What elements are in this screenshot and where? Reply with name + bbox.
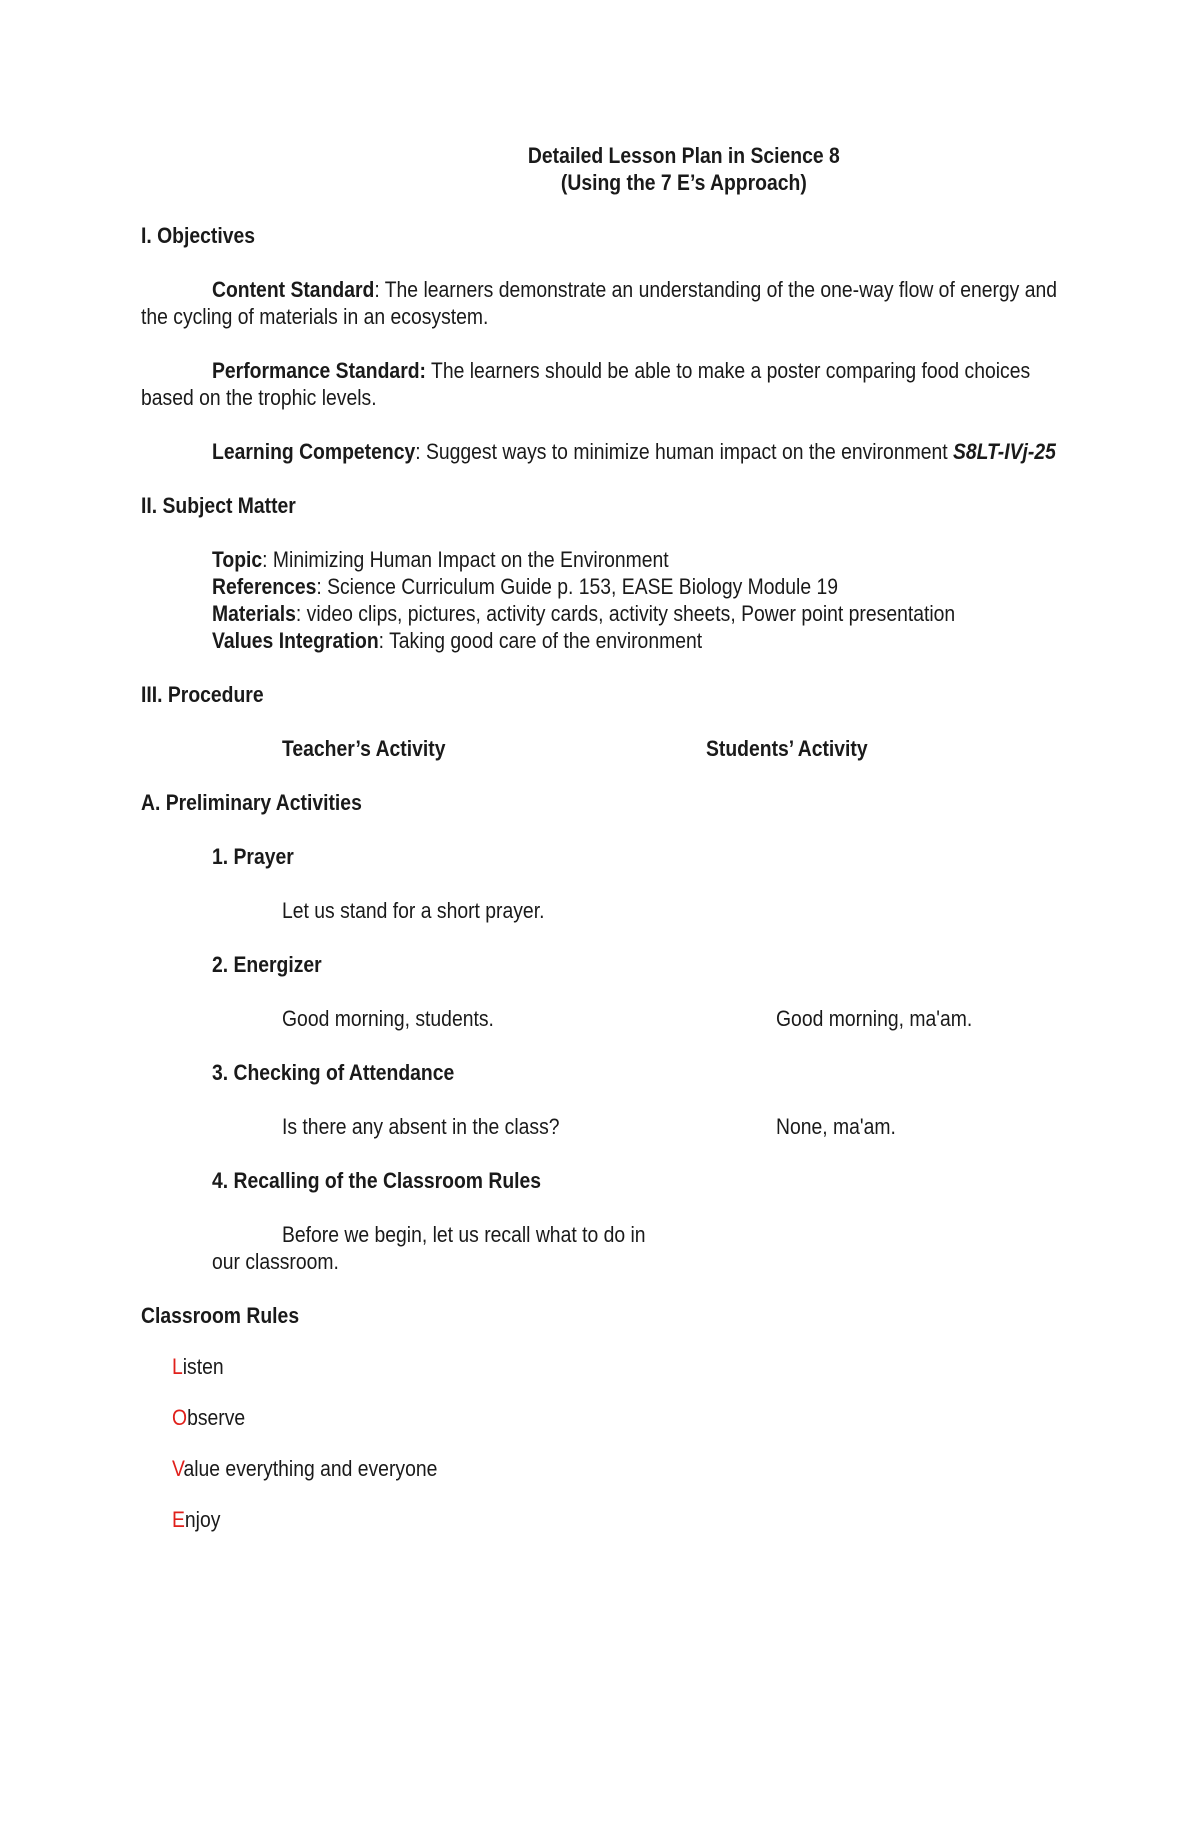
procedure-heading: III. Procedure xyxy=(141,682,264,707)
values-line xyxy=(212,627,702,654)
rule-value xyxy=(172,1455,437,1482)
objectives-heading: I. Objectives xyxy=(141,223,256,248)
rule-initial: E xyxy=(172,1507,185,1532)
rule-text: isten xyxy=(182,1354,224,1379)
rule-text: njoy xyxy=(184,1507,221,1532)
learning-competency-text: : Suggest ways to minimize human impact on the environment xyxy=(415,439,953,464)
topic-text: : Minimizing Human Impact on the Environment xyxy=(262,547,669,572)
prayer-heading: 1. Prayer xyxy=(212,844,294,869)
subject-matter-heading: II. Subject Matter xyxy=(141,493,296,518)
rule-listen xyxy=(172,1353,224,1380)
competency-code: S8LT-IVj-25 xyxy=(952,439,1056,464)
rule-text: bserve xyxy=(187,1405,246,1430)
attendance-teacher: Is there any absent in the class? xyxy=(282,1114,560,1139)
content-standard-label: Content Standard xyxy=(212,277,375,302)
learning-competency xyxy=(212,438,1056,465)
materials-line xyxy=(212,600,955,627)
references-line xyxy=(212,573,838,600)
document-title: Detailed Lesson Plan in Science 8 xyxy=(527,143,840,168)
rule-text: alue everything and everyone xyxy=(183,1456,438,1481)
classroom-rules-heading: Classroom Rules xyxy=(141,1303,300,1328)
rules-recall-line2: our classroom. xyxy=(212,1249,339,1274)
values-label: Values Integration xyxy=(212,628,379,653)
references-label: References xyxy=(212,574,317,599)
rule-initial: O xyxy=(172,1405,188,1430)
rule-initial: L xyxy=(172,1354,183,1379)
topic-line xyxy=(212,546,669,573)
performance-standard-text: The learners should be able to make a poster comparing food choices xyxy=(425,358,1031,383)
rule-enjoy xyxy=(172,1506,220,1533)
topic-label: Topic xyxy=(212,547,263,572)
energizer-student: Good morning, ma'am. xyxy=(776,1006,973,1031)
content-standard xyxy=(212,276,1057,303)
preliminary-heading: A. Preliminary Activities xyxy=(141,790,362,815)
learning-competency-label: Learning Competency xyxy=(212,439,416,464)
attendance-heading: 3. Checking of Attendance xyxy=(212,1060,455,1085)
energizer-heading: 2. Energizer xyxy=(212,952,322,977)
teacher-activity-header: Teacher’s Activity xyxy=(282,736,446,761)
performance-standard-label: Performance Standard: xyxy=(212,358,426,383)
student-activity-header: Students’ Activity xyxy=(706,736,868,761)
materials-label: Materials xyxy=(212,601,296,626)
rule-initial: V xyxy=(172,1456,184,1481)
materials-text: : video clips, pictures, activity cards, activity sheets, Power point presentation xyxy=(295,601,956,626)
performance-standard-line2: based on the trophic levels. xyxy=(141,385,377,410)
document-subtitle: (Using the 7 E’s Approach) xyxy=(560,170,807,195)
attendance-student: None, ma'am. xyxy=(776,1114,896,1139)
references-text: : Science Curriculum Guide p. 153, EASE Biology Module 19 xyxy=(316,574,838,599)
values-text: : Taking good care of the environment xyxy=(378,628,703,653)
content-standard-text: : The learners demonstrate an understanding of the one-way flow of energy and xyxy=(374,277,1058,302)
energizer-teacher: Good morning, students. xyxy=(282,1006,494,1031)
rule-observe xyxy=(172,1404,245,1431)
performance-standard xyxy=(212,357,1030,384)
rules-recall-heading: 4. Recalling of the Classroom Rules xyxy=(212,1168,542,1193)
prayer-teacher: Let us stand for a short prayer. xyxy=(282,898,545,923)
rules-recall-line1: Before we begin, let us recall what to do in xyxy=(282,1222,646,1247)
content-standard-line2: the cycling of materials in an ecosystem. xyxy=(141,304,489,329)
